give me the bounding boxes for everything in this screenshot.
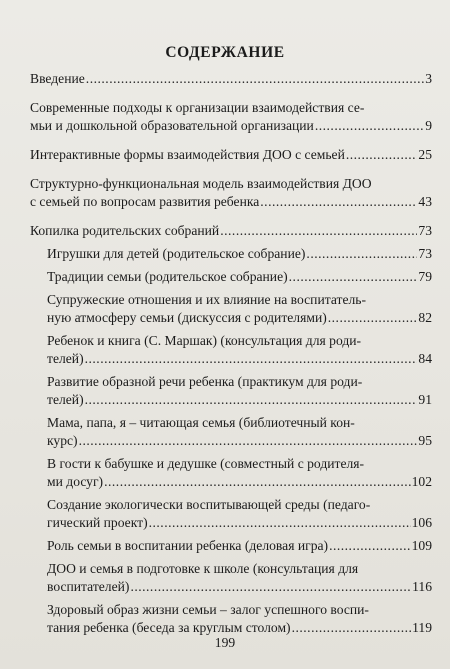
toc-entry-line (30, 175, 432, 193)
dot-leader (149, 514, 411, 532)
dot-leader (328, 309, 418, 327)
toc-entry-line (47, 414, 432, 432)
page-title: СОДЕРЖАНИЕ (165, 44, 285, 61)
toc-entry-line (30, 146, 432, 164)
toc-entry-line (47, 332, 432, 350)
toc-entry-line (47, 391, 432, 409)
toc-entry (47, 560, 432, 596)
toc-entry-text: Мама, папа, я – читающая семья (библиотечный кон- (47, 415, 355, 430)
toc-entry (30, 70, 432, 88)
toc-entry-page: 91 (418, 392, 432, 407)
toc-entry (30, 146, 432, 164)
dot-leader (289, 268, 418, 286)
toc-entry-page: 102 (411, 474, 432, 489)
toc-entry-line (30, 70, 432, 88)
table-of-contents (30, 70, 432, 637)
toc-entry-page: 79 (418, 269, 432, 284)
toc-entry (30, 222, 432, 240)
toc-entry-text: ную атмосферу семьи (дискуссия с родителями) (47, 310, 327, 325)
dot-leader (220, 222, 417, 240)
toc-entry-line (47, 496, 432, 514)
toc-entry-text: Супружеские отношения и их влияние на воспитатель- (47, 292, 366, 307)
toc-entry-text: ми досуг) (47, 474, 104, 489)
toc-entry-page: 116 (412, 579, 432, 594)
toc-entry-page: 9 (425, 118, 432, 133)
toc-entry-text: Традиции семьи (родительское собрание) (47, 269, 288, 284)
page-number: 199 (214, 635, 236, 650)
dot-leader (130, 578, 411, 596)
dot-leader (85, 391, 418, 409)
toc-entry-line (47, 537, 432, 555)
toc-entry-text: телей) (47, 392, 84, 407)
dot-leader (85, 350, 418, 368)
toc-entry-line (47, 350, 432, 368)
toc-entry-line (47, 560, 432, 578)
toc-entry-text: Введение (30, 71, 85, 86)
toc-entry-page: 43 (418, 194, 432, 209)
toc-entry-line (30, 222, 432, 240)
toc-entry-line (47, 268, 432, 286)
toc-entry-page: 109 (411, 538, 432, 553)
toc-entry-text: Здоровый образ жизни семьи – залог успешного воспи- (47, 602, 369, 617)
toc-entry (47, 601, 432, 637)
toc-entry-page: 95 (418, 433, 432, 448)
dot-leader (346, 146, 418, 164)
toc-entry-line (30, 99, 432, 117)
toc-entry-text: Игрушки для детей (родительское собрание) (47, 246, 306, 261)
toc-entry-line (47, 601, 432, 619)
toc-entry (47, 332, 432, 368)
dot-leader (329, 537, 411, 555)
dot-leader (315, 117, 424, 135)
toc-entry-page: 3 (425, 71, 432, 86)
toc-entry-text: Структурно-функциональная модель взаимодействия ДОО (30, 176, 372, 191)
toc-entry (47, 496, 432, 532)
toc-entry-line (30, 117, 432, 135)
toc-entry-text: гический проект) (47, 515, 148, 530)
toc-entry (47, 537, 432, 555)
toc-entry (47, 291, 432, 327)
toc-entry-line (47, 473, 432, 491)
toc-entry-line (47, 373, 432, 391)
toc-entry-text: тания ребенка (беседа за круглым столом) (47, 620, 291, 635)
toc-entry-text: Развитие образной речи ребенка (практикум для роди- (47, 374, 363, 389)
dot-leader (86, 70, 424, 88)
toc-entry-line (47, 455, 432, 473)
toc-entry-text: Создание экологически воспитывающей среды (педаго- (47, 497, 371, 512)
toc-entry (47, 414, 432, 450)
toc-entry-line (47, 514, 432, 532)
toc-entry (47, 268, 432, 286)
toc-entry-text: курс) (47, 433, 78, 448)
toc-entry-text: мьи и дошкольной образовательной организации (30, 118, 314, 133)
toc-entry-line (47, 432, 432, 450)
toc-entry (47, 373, 432, 409)
toc-entry-page: 84 (418, 351, 432, 366)
toc-entry (30, 175, 432, 211)
dot-leader (104, 473, 411, 491)
toc-entry (30, 99, 432, 135)
toc-entry-text: Современные подходы к организации взаимодействия се- (30, 100, 365, 115)
toc-entry-page: 82 (418, 310, 432, 325)
toc-entry-line (30, 193, 432, 211)
toc-entry-text: В гости к бабушке и дедушке (совместный с родителя- (47, 456, 365, 471)
toc-entry-text: ДОО и семья в подготовке к школе (консультация для (47, 561, 359, 576)
toc-entry-text: Копилка родительских собраний (30, 223, 220, 238)
toc-entry-line (47, 291, 432, 309)
toc-entry-text: с семьей по вопросам развития ребенка (30, 194, 260, 209)
toc-entry-text: Интерактивные формы взаимодействия ДОО с семьей (30, 147, 345, 162)
dot-leader (260, 193, 417, 211)
toc-entry-text: Ребенок и книга (С. Маршак) (консультация для роди- (47, 333, 362, 348)
toc-entry-text: телей) (47, 351, 84, 366)
toc-entry-line (47, 309, 432, 327)
toc-entry-page: 106 (411, 515, 432, 530)
toc-entry-line (47, 578, 432, 596)
dot-leader (79, 432, 418, 450)
toc-entry-text: воспитателей) (47, 579, 130, 594)
toc-entry (47, 245, 432, 263)
toc-entry-page: 73 (418, 246, 432, 261)
toc-entry-page: 73 (418, 223, 432, 238)
toc-entry-text: Роль семьи в воспитании ребенка (деловая игра) (47, 538, 329, 553)
toc-entry (47, 455, 432, 491)
toc-entry-page: 119 (412, 620, 432, 635)
dot-leader (306, 245, 417, 263)
toc-entry-page: 25 (418, 147, 432, 162)
toc-entry-line (47, 245, 432, 263)
